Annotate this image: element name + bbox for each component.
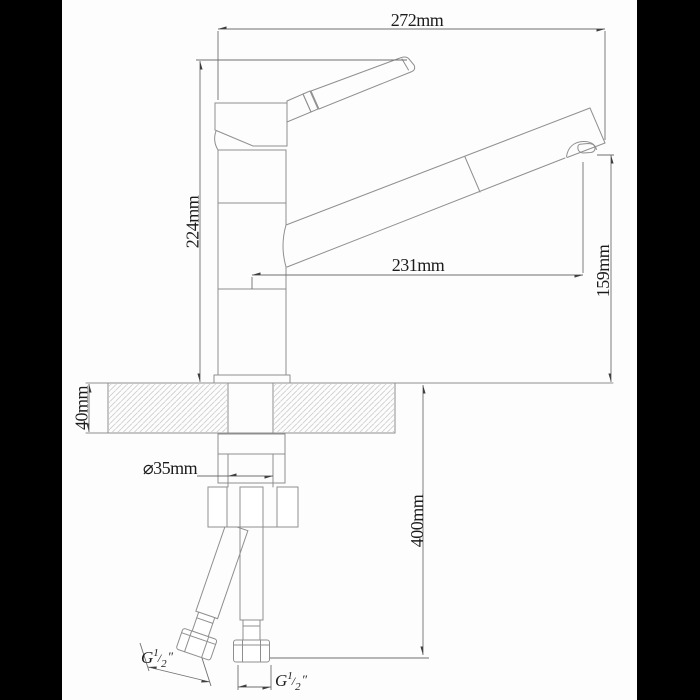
nut-tab-right <box>277 487 298 527</box>
dim-label-spout-height: 159mm <box>593 244 613 298</box>
right-black-bar <box>637 0 700 700</box>
mounting-nut <box>208 487 298 527</box>
dim-deck-thickness <box>72 384 92 432</box>
dim-label-deck-thickness: 40mm <box>71 385 92 431</box>
left-black-bar <box>0 0 62 700</box>
thread-label-right: $G^1/_2''$ <box>275 670 308 693</box>
dim-label-hole-diameter: ⌀35mm <box>142 458 198 478</box>
nut-tab-left <box>208 487 227 527</box>
nut-tab-middle <box>240 487 263 527</box>
dim-label-overall-width: 272mm <box>390 10 444 30</box>
countertop-hatch-right <box>274 384 394 432</box>
dim-label-height-above-deck: 224mm <box>182 195 203 249</box>
countertop-hatch-left <box>109 384 227 432</box>
dim-label-spout-reach: 231mm <box>391 255 445 275</box>
dim-label-hose-length: 400mm <box>407 494 427 548</box>
thread-label-left: $G^1/_2''$ <box>141 647 174 670</box>
